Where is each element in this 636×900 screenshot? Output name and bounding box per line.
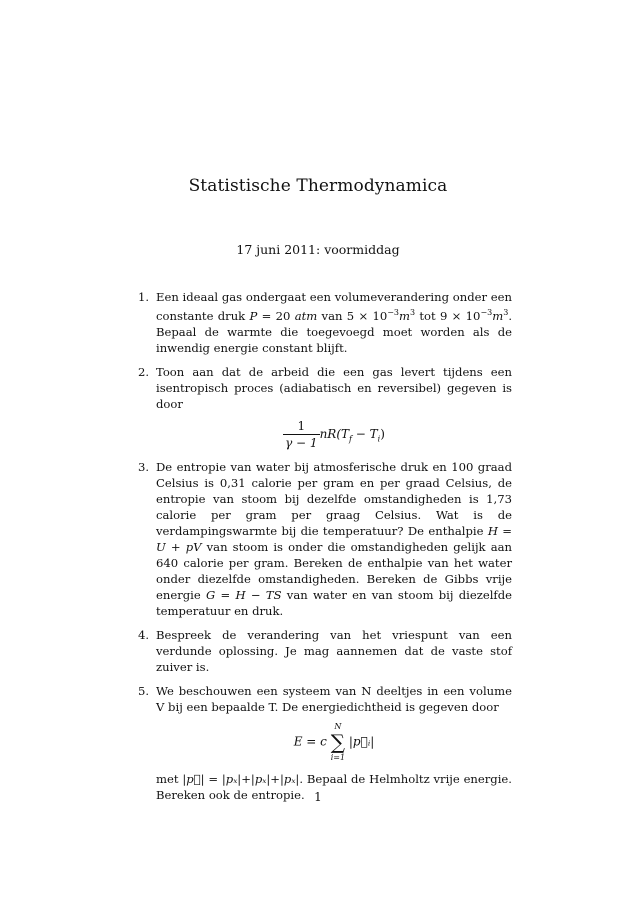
work-equation: $\frac{1}{\gamma - 1}$ $nR(T_f - T_i)$ [285,418,385,450]
problem-number: 4. [138,627,150,642]
document-title: Statistische Thermodynamica [188,176,448,196]
energy-equation: E = c N ∑ i=1 |p⃗ᵢ| [293,721,375,762]
problem-number: 3. [138,459,150,474]
problem-text: Toon aan dat de arbeid die een gas levert tijdens een isentropisch proces (adiabatisch en reversibel) gegeven is door [156,364,512,411]
problem-text-after: met |p⃗| = |pₓ|+|pₓ|+|pₓ|. Bepaal de Helmholtz vrije energie. Bereken ook de entropie. [156,771,512,802]
problem-text: We beschouwen een systeem van N deeltjes in een volume V bij een bepaalde T. De energiedichtheid is gegeven door [156,683,512,714]
page-number: 1 [314,790,322,804]
problem-list [138,289,512,811]
problem-4 [138,627,512,675]
problem-5 [138,683,512,803]
problem-number: 2. [138,364,150,379]
problem-text: Een ideaal gas ondergaat een volumeverandering onder een constante druk P = 20 atm van $5 \times 10^{-3}m^3$ tot $9 \times 10^{-3}m^3$. Bepaal de warmte die toegevoegd moet worden als de inwendig energie constant blijft. [156,290,513,355]
problem-text: De entropie van water bij atmosferische druk en 100 graad Celsius is 0,31 calorie per gram en per graad Celsius, de entropie van stoom bij dezelfde omstandigheden is 1,73 calorie per gram per graag Celsius. Wat is de verdampingswarmte bij die temperatuur? De enthalpie H = U + pV van stoom is onder die omstandigheden gelijk aan 640 calorie per gram. Bereken de enthalpie van het water onder diezelfde omstandigheden. Bereken de Gibbs vrije energie G = H − TS van water en van stoom bij diezelfde temperatuur en druk. [156,459,512,618]
problem-3 [138,459,512,619]
problem-text: Bespreek de verandering van het vriespunt van een verdunde oplossing. Je mag aannemen dat de vaste stof zuiver is. [156,627,512,674]
problem-number: 1. [138,290,150,304]
document-date: 17 juni 2011: voormiddag [236,242,400,257]
problem-1 [138,289,512,356]
problem-number: 5. [138,683,150,698]
problem-2 [138,364,512,451]
